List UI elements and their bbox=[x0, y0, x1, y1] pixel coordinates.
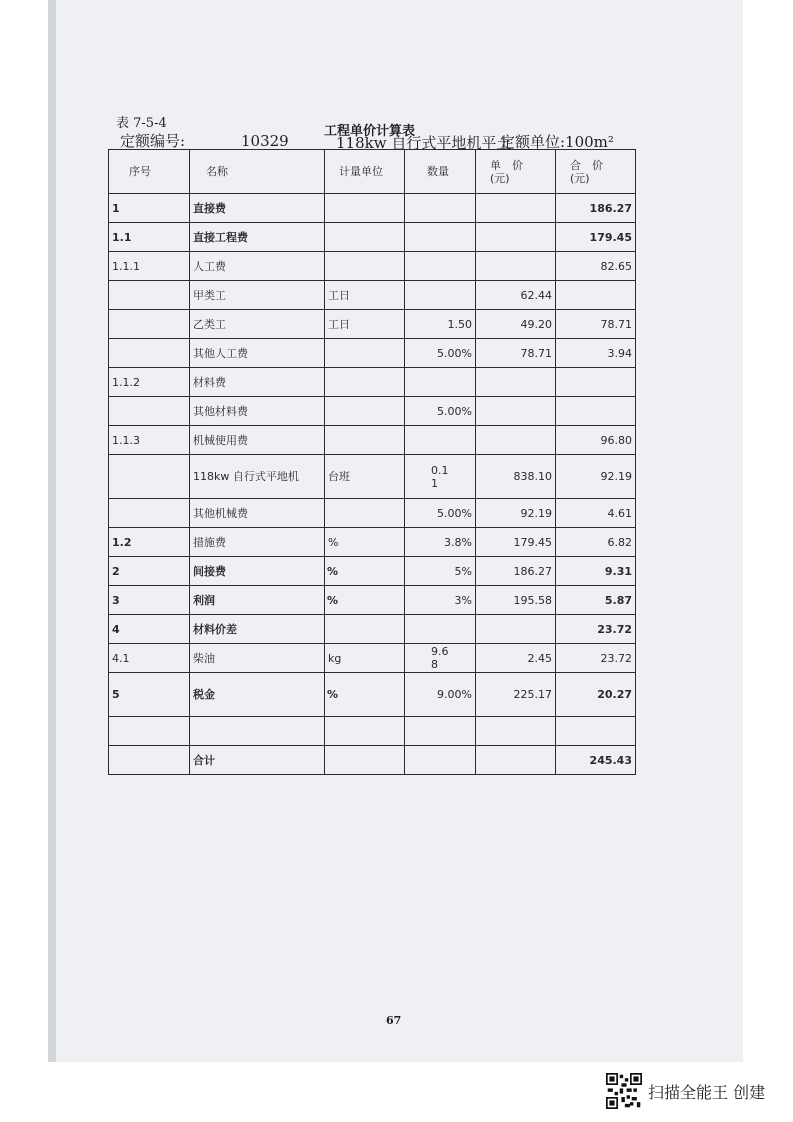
table-title: 工程单价计算表 bbox=[324, 124, 416, 139]
scan-edge-shadow bbox=[48, 0, 56, 1062]
row-qty: 5.00% bbox=[405, 499, 476, 528]
row-name: 其他材料费 bbox=[190, 397, 325, 426]
row-unit bbox=[325, 368, 405, 397]
quota-unit: 定额单位:100m² bbox=[500, 133, 614, 151]
row-price: 225.17 bbox=[476, 673, 556, 717]
row-total bbox=[556, 717, 636, 746]
row-name: 直接工程费 bbox=[190, 223, 325, 252]
row-seq bbox=[109, 397, 190, 426]
table-row bbox=[109, 194, 636, 223]
row-qty bbox=[405, 281, 476, 310]
row-name: 甲类工 bbox=[190, 281, 325, 310]
row-unit bbox=[325, 499, 405, 528]
row-name: 其他人工费 bbox=[190, 339, 325, 368]
table-row bbox=[109, 223, 636, 252]
table-row bbox=[109, 557, 636, 586]
row-total: 96.80 bbox=[556, 426, 636, 455]
row-name: 利润 bbox=[190, 586, 325, 615]
row-unit: % bbox=[325, 586, 405, 615]
row-qty: 3% bbox=[405, 586, 476, 615]
scanner-watermark bbox=[606, 1073, 765, 1109]
page-number: 67 bbox=[386, 1014, 402, 1027]
row-qty: 1.50 bbox=[405, 310, 476, 339]
table-row bbox=[109, 397, 636, 426]
row-unit bbox=[325, 426, 405, 455]
row-price: 179.45 bbox=[476, 528, 556, 557]
row-qty bbox=[405, 194, 476, 223]
table-row bbox=[109, 499, 636, 528]
row-total bbox=[556, 397, 636, 426]
table-row bbox=[109, 368, 636, 397]
row-seq: 4 bbox=[109, 615, 190, 644]
col-header-price: 单 价 (元) bbox=[476, 150, 556, 194]
row-seq: 2 bbox=[109, 557, 190, 586]
row-price bbox=[476, 615, 556, 644]
row-total bbox=[556, 368, 636, 397]
row-price: 78.71 bbox=[476, 339, 556, 368]
row-qty: 5.00% bbox=[405, 339, 476, 368]
row-seq bbox=[109, 339, 190, 368]
col-header-seq: 序号 bbox=[109, 150, 190, 194]
row-unit: % bbox=[325, 528, 405, 557]
row-qty bbox=[405, 717, 476, 746]
row-name: 人工费 bbox=[190, 252, 325, 281]
row-qty bbox=[405, 368, 476, 397]
project-name: 118kw 自行式平地机平土 bbox=[336, 134, 512, 152]
row-unit bbox=[325, 717, 405, 746]
row-price: 195.58 bbox=[476, 586, 556, 615]
row-price: 92.19 bbox=[476, 499, 556, 528]
row-seq: 4.1 bbox=[109, 644, 190, 673]
row-name: 材料价差 bbox=[190, 615, 325, 644]
row-name: 118kw 自行式平地机 bbox=[190, 455, 325, 499]
row-seq bbox=[109, 499, 190, 528]
row-total: 23.72 bbox=[556, 615, 636, 644]
row-price bbox=[476, 368, 556, 397]
row-price: 838.10 bbox=[476, 455, 556, 499]
row-total: 92.19 bbox=[556, 455, 636, 499]
row-name: 其他机械费 bbox=[190, 499, 325, 528]
table-row bbox=[109, 252, 636, 281]
table-row bbox=[109, 746, 636, 775]
row-unit bbox=[325, 746, 405, 775]
table-row bbox=[109, 310, 636, 339]
row-seq bbox=[109, 455, 190, 499]
row-total: 245.43 bbox=[556, 746, 636, 775]
row-price: 49.20 bbox=[476, 310, 556, 339]
table-row bbox=[109, 455, 636, 499]
row-seq bbox=[109, 281, 190, 310]
row-name: 合计 bbox=[190, 746, 325, 775]
row-name: 税金 bbox=[190, 673, 325, 717]
col-header-total: 合 价 (元) bbox=[556, 150, 636, 194]
row-price bbox=[476, 746, 556, 775]
row-unit bbox=[325, 397, 405, 426]
col-header-qty: 数量 bbox=[405, 150, 476, 194]
table-row bbox=[109, 339, 636, 368]
quota-number-value: 10329 bbox=[241, 132, 289, 150]
row-seq: 1.1.3 bbox=[109, 426, 190, 455]
row-qty: 5% bbox=[405, 557, 476, 586]
row-name: 措施费 bbox=[190, 528, 325, 557]
row-total: 9.31 bbox=[556, 557, 636, 586]
scanner-watermark-text: 扫描全能王 创建 bbox=[648, 1082, 766, 1102]
row-seq: 1.1.1 bbox=[109, 252, 190, 281]
table-row bbox=[109, 644, 636, 673]
row-unit bbox=[325, 252, 405, 281]
row-seq: 5 bbox=[109, 673, 190, 717]
row-seq: 3 bbox=[109, 586, 190, 615]
col-header-unit: 计量单位 bbox=[325, 150, 405, 194]
table-header-row bbox=[109, 150, 636, 194]
row-price bbox=[476, 252, 556, 281]
row-total: 82.65 bbox=[556, 252, 636, 281]
col-header-name: 名称 bbox=[190, 150, 325, 194]
row-qty: 0.1 1 bbox=[405, 455, 476, 499]
row-unit bbox=[325, 339, 405, 368]
row-total: 78.71 bbox=[556, 310, 636, 339]
table-row bbox=[109, 615, 636, 644]
row-unit: kg bbox=[325, 644, 405, 673]
unit-price-table bbox=[108, 149, 636, 775]
row-price bbox=[476, 426, 556, 455]
row-seq bbox=[109, 746, 190, 775]
row-total: 6.82 bbox=[556, 528, 636, 557]
row-qty bbox=[405, 615, 476, 644]
row-price: 62.44 bbox=[476, 281, 556, 310]
row-seq: 1.2 bbox=[109, 528, 190, 557]
row-total: 20.27 bbox=[556, 673, 636, 717]
table-row bbox=[109, 586, 636, 615]
row-name: 间接费 bbox=[190, 557, 325, 586]
row-price bbox=[476, 397, 556, 426]
row-name: 柴油 bbox=[190, 644, 325, 673]
row-unit: 台班 bbox=[325, 455, 405, 499]
row-total: 23.72 bbox=[556, 644, 636, 673]
row-unit: % bbox=[325, 557, 405, 586]
row-total: 186.27 bbox=[556, 194, 636, 223]
row-total: 4.61 bbox=[556, 499, 636, 528]
table-number: 表 7-5-4 bbox=[116, 116, 167, 131]
row-qty bbox=[405, 426, 476, 455]
row-price bbox=[476, 194, 556, 223]
row-seq: 1 bbox=[109, 194, 190, 223]
row-total bbox=[556, 281, 636, 310]
row-price bbox=[476, 223, 556, 252]
table-row bbox=[109, 528, 636, 557]
row-seq: 1.1 bbox=[109, 223, 190, 252]
row-qty bbox=[405, 746, 476, 775]
table-row bbox=[109, 281, 636, 310]
row-qty bbox=[405, 252, 476, 281]
row-name: 材料费 bbox=[190, 368, 325, 397]
row-qty: 9.00% bbox=[405, 673, 476, 717]
row-qty: 9.6 8 bbox=[405, 644, 476, 673]
row-price bbox=[476, 717, 556, 746]
row-seq bbox=[109, 310, 190, 339]
row-unit bbox=[325, 615, 405, 644]
row-price: 186.27 bbox=[476, 557, 556, 586]
row-unit: % bbox=[325, 673, 405, 717]
row-total: 3.94 bbox=[556, 339, 636, 368]
row-price: 2.45 bbox=[476, 644, 556, 673]
quota-number-label: 定额编号: bbox=[120, 132, 186, 150]
row-seq: 1.1.2 bbox=[109, 368, 190, 397]
qr-code-icon bbox=[606, 1073, 642, 1109]
row-name: 乙类工 bbox=[190, 310, 325, 339]
row-unit bbox=[325, 223, 405, 252]
row-qty: 3.8% bbox=[405, 528, 476, 557]
row-seq bbox=[109, 717, 190, 746]
row-name: 机械使用费 bbox=[190, 426, 325, 455]
row-qty bbox=[405, 223, 476, 252]
row-total: 179.45 bbox=[556, 223, 636, 252]
table-row bbox=[109, 717, 636, 746]
row-unit: 工日 bbox=[325, 281, 405, 310]
row-qty: 5.00% bbox=[405, 397, 476, 426]
row-total: 5.87 bbox=[556, 586, 636, 615]
row-name: 直接费 bbox=[190, 194, 325, 223]
row-unit bbox=[325, 194, 405, 223]
table-row bbox=[109, 426, 636, 455]
row-unit: 工日 bbox=[325, 310, 405, 339]
row-name bbox=[190, 717, 325, 746]
table-row bbox=[109, 673, 636, 717]
